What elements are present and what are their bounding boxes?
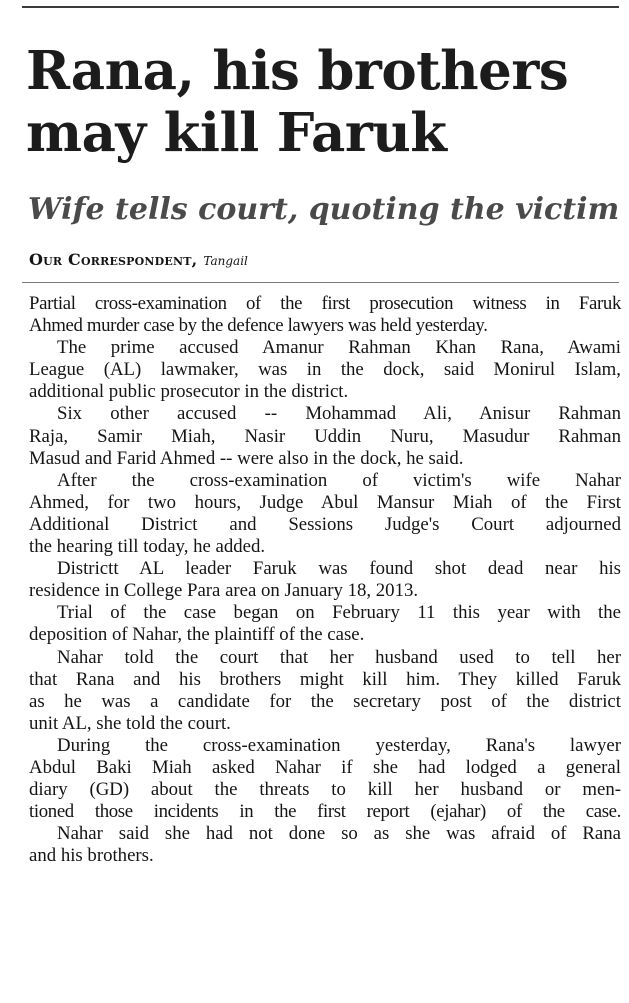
headline-line: may kill Faruk	[26, 102, 447, 164]
paragraph	[29, 647, 621, 735]
text-line: Partial cross-examination of the first prosecution witness in Faruk	[29, 293, 621, 314]
text-line: After the cross-examination of victim's wife Nahar	[57, 469, 621, 491]
text-line: Trial of the case began on February 11 this year with the	[57, 602, 621, 624]
article-body	[29, 293, 621, 867]
text-line: Raja, Samir Miah, Nasir Uddin Nuru, Masudur Rahman	[29, 425, 621, 447]
text-line: Districtt AL leader Faruk was found shot dead near his	[57, 558, 621, 580]
text-line: as he was a candidate for the secretary post of the district	[29, 690, 621, 712]
paragraph	[29, 337, 621, 403]
paragraph	[29, 403, 621, 469]
byline-place: Tangail	[203, 254, 248, 268]
text-line: Nahar told the court that her husband used to tell her	[57, 646, 621, 668]
text-line: League (AL) lawmaker, was in the dock, said Monirul Islam,	[29, 359, 621, 381]
text-line: Ahmed, for two hours, Judge Abul Mansur Miah of the First	[29, 491, 621, 513]
paragraph	[29, 470, 621, 558]
paragraph	[29, 558, 621, 602]
text-line: deposition of Nahar, the plaintiff of the case.	[29, 624, 365, 646]
text-line: The prime accused Amanur Rahman Khan Rana, Awami	[57, 337, 621, 359]
text-line: Additional District and Sessions Judge's Court adjourned	[29, 513, 621, 535]
text-line: Masud and Farid Ahmed -- were also in the dock, he said.	[29, 447, 464, 469]
text-line: diary (GD) about the threats to kill her husband or men-	[29, 779, 621, 801]
text-line: Ahmed murder case by the defence lawyers was held yesterday.	[29, 315, 488, 337]
headline	[26, 40, 626, 164]
byline	[29, 250, 248, 271]
text-line: and his brothers.	[29, 845, 154, 867]
text-line: Nahar said she had not done so as she was afraid of Rana	[57, 823, 621, 845]
paragraph	[29, 823, 621, 867]
subheadline: Wife tells court, quoting the victim	[28, 192, 620, 227]
paragraph	[29, 735, 621, 823]
top-rule	[22, 6, 619, 8]
text-line: additional public prosecutor in the district.	[29, 381, 349, 403]
text-line: Abdul Baki Miah asked Nahar if she had lodged a general	[29, 756, 621, 778]
paragraph	[29, 602, 621, 646]
headline-line: Rana, his brothers	[26, 40, 569, 102]
byline-divider	[22, 282, 619, 283]
text-line: unit AL, she told the court.	[29, 712, 231, 734]
paragraph	[29, 293, 621, 337]
text-line: that Rana and his brothers might kill him. They killed Faruk	[29, 668, 621, 690]
text-line: Six other accused -- Mohammad Ali, Anisur Rahman	[57, 403, 621, 425]
text-line: residence in College Para area on January 18, 2013.	[29, 580, 419, 602]
text-line: the hearing till today, he added.	[29, 536, 266, 558]
byline-author: Our Correspondent,	[29, 250, 198, 269]
text-line: tioned those incidents in the first report (ejahar) of the case.	[29, 801, 621, 823]
text-line: During the cross-examination yesterday, Rana's lawyer	[57, 734, 621, 756]
